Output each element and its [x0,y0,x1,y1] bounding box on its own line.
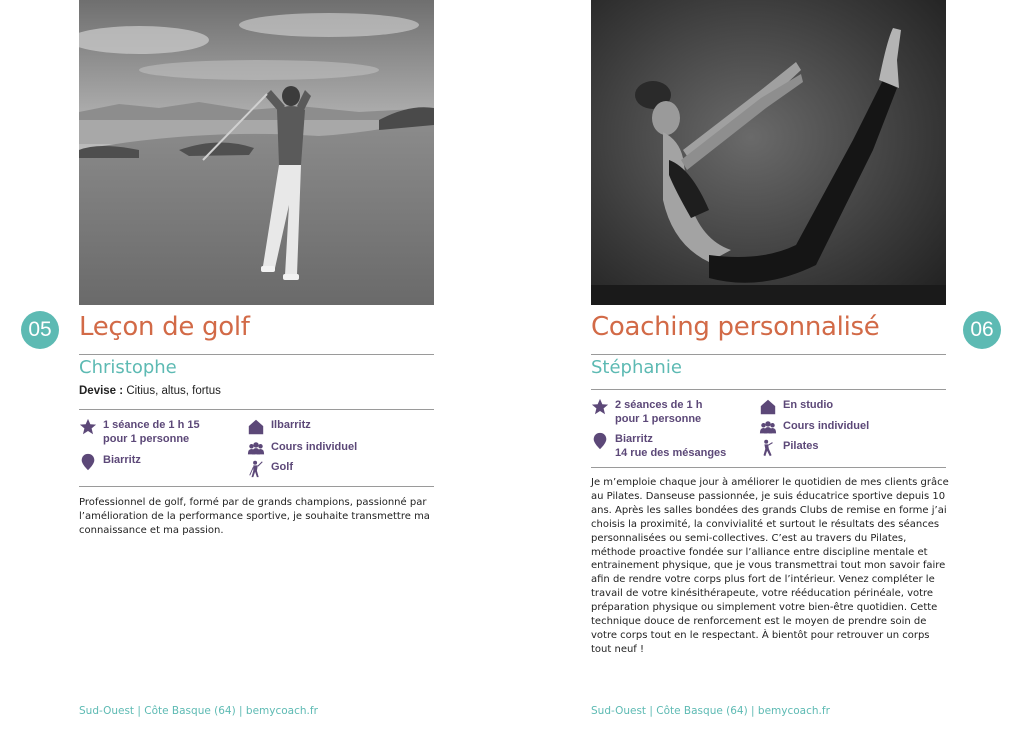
venue-text: Ilbarritz [271,419,311,431]
house-icon [247,418,265,436]
format-text: Cours individuel [783,420,870,432]
house-icon [759,398,777,416]
sessions-line2: pour 1 personne [615,413,702,425]
divider [591,354,946,355]
sessions-info [591,398,702,426]
coach-name: Stéphanie [591,357,682,378]
venue-text: En studio [783,399,834,411]
format-info [247,440,357,458]
location-line2: 14 rue des mésanges [615,447,727,459]
right-page [591,0,949,748]
sessions-line2: pour 1 personne [103,433,190,445]
location-text: Biarritz [103,454,141,466]
footer: Sud-Ouest | Côte Basque (64) | bemycoach.fr [79,705,318,717]
coach-name: Christophe [79,357,177,378]
location-info [79,453,141,471]
sessions-line1: 1 séance de 1 h 15 [103,419,200,431]
page-number-badge: 05 [21,311,59,349]
divider [79,354,434,355]
golfer-photo [79,0,434,305]
pilates-figure-icon [759,439,777,457]
page-title: Coaching personnalisé [591,312,880,342]
golfer-icon [247,460,265,478]
star-icon [79,418,97,436]
group-icon [759,419,777,437]
page-number-badge: 06 [963,311,1001,349]
group-icon [247,440,265,458]
pilates-photo [591,0,946,305]
sessions-info [79,418,200,446]
location-info [591,432,726,460]
divider [591,467,946,468]
motto [79,385,221,397]
map-pin-icon [79,453,97,471]
page-title: Leçon de golf [79,312,250,342]
divider [79,486,434,487]
left-page [79,0,434,748]
motto-label: Devise : [79,385,124,397]
activity-info [759,439,818,457]
description: Je m’emploie chaque jour à améliorer le quotidien de mes clients grâce au Pilates. Danseuse passionnée, je suis éducatrice sportive depuis 10 ans. Après les salles bondées des grands Clubs de remise en forme j’ai choisis la proximité, la convivialité et surtout le résultats des séances personnalisées ou semi-collectives. C’est au travers du Pilates, méthode proactive fondée sur l’alliance entre discipline mentale et entrainement physique, que je vous transmettrai tout mon savoir faire afin de rendre votre corps plus fort de l’intérieur. Venez compléter le travail de votre kinésithérapeute, votre rééducation périnéale, votre préparation physique ou simplement votre bien-être quotidien. Cette technique douce de renforcement est le moyen de prendre soin de votre corps tout en le respectant. À bientôt pour retrouver un corps tout neuf ! [591,477,949,655]
format-info [759,419,869,437]
divider [79,409,434,410]
location-line1: Biarritz [615,433,653,445]
venue-info [247,418,311,436]
activity-text: Pilates [783,440,819,452]
sessions-line1: 2 séances de 1 h [615,399,703,411]
activity-info [247,460,293,478]
map-pin-icon [591,432,609,450]
format-text: Cours individuel [271,441,358,453]
motto-value: Citius, altus, fortus [126,385,221,397]
star-icon [591,398,609,416]
activity-text: Golf [271,461,293,473]
divider [591,389,946,390]
footer: Sud-Ouest | Côte Basque (64) | bemycoach.fr [591,705,830,717]
venue-info [759,398,833,416]
description: Professionnel de golf, formé par de grands champions, passionné par l’amélioration de la performance sportive, je souhaite transmettre ma connaissance et ma passion. [79,497,430,536]
